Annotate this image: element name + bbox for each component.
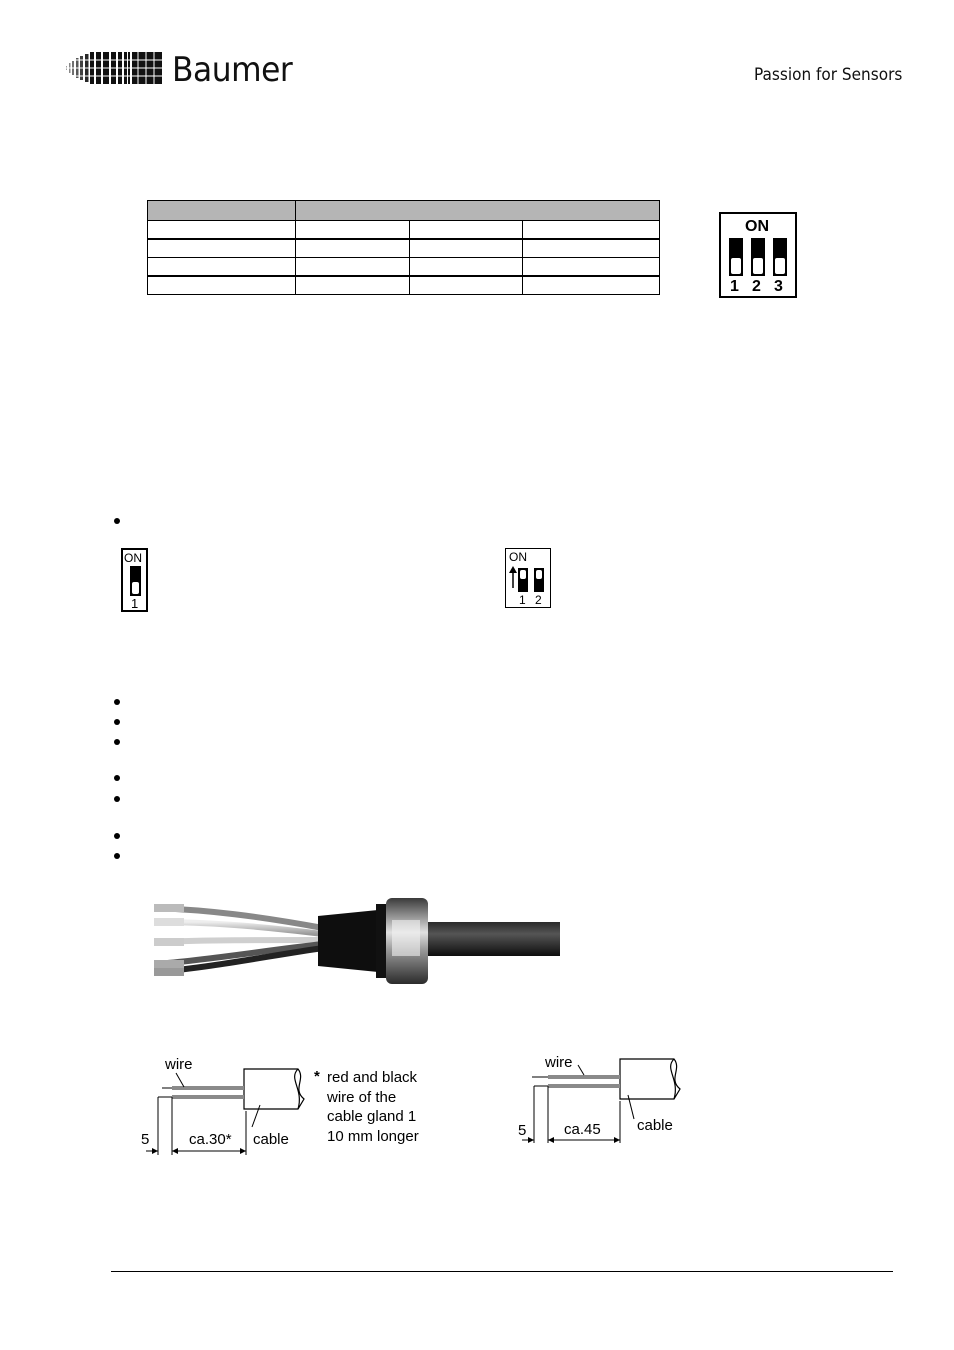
dip-switch-2: [751, 238, 765, 276]
bullet-point: [114, 796, 120, 802]
arrow-up-icon: [509, 566, 517, 588]
dimension-5: 5: [141, 1131, 150, 1148]
wire-label: wire: [165, 1056, 193, 1073]
table-header-cell: [296, 201, 660, 221]
dip-number: 2: [535, 593, 542, 607]
table-cell: [523, 276, 660, 295]
table-cell: [148, 258, 296, 277]
dip-number: 1: [519, 593, 526, 607]
table-header-cell: [148, 201, 296, 221]
dip-switch-3: [773, 238, 787, 276]
table-cell: [410, 239, 523, 258]
dip-switch-1: [518, 568, 528, 592]
tagline: Passion for Sensors: [754, 65, 903, 85]
dip-number: 1: [730, 278, 739, 295]
table-row: [148, 239, 660, 258]
wire-dimension-drawing-right: [514, 1045, 694, 1150]
dip-switch-3: [719, 212, 797, 298]
table-cell: [410, 276, 523, 295]
bullet-point: [114, 775, 120, 781]
bullet-point: [114, 719, 120, 725]
dip-number: 2: [752, 278, 761, 295]
footnote-line: cable gland 1: [327, 1108, 417, 1125]
table-cell: [296, 258, 410, 277]
bullet-point: [114, 739, 120, 745]
dip-on-label: ON: [745, 218, 769, 235]
wire-label: wire: [545, 1054, 573, 1071]
dip-switch-2: [534, 568, 544, 592]
table-cell: [296, 239, 410, 258]
brand-name: Baumer: [172, 50, 293, 90]
cable-label: cable: [637, 1117, 673, 1134]
footnote-line: red and black: [327, 1069, 418, 1086]
dip-switch-single: [121, 548, 148, 612]
table-cell: [148, 276, 296, 295]
dimension-length: ca.30*: [189, 1131, 232, 1148]
bullet-point: [114, 518, 120, 524]
dip-number: 3: [774, 278, 783, 295]
table-row: [148, 221, 660, 240]
dimension-5: 5: [518, 1122, 527, 1139]
table-row: [148, 276, 660, 295]
dip-on-label: ON: [124, 551, 142, 565]
table-row: [148, 258, 660, 277]
table-cell: [523, 221, 660, 240]
dip-switch-table: [147, 200, 660, 295]
footer-divider: [111, 1271, 893, 1272]
dip-number: 1: [131, 596, 139, 611]
dimension-length: ca.45: [564, 1121, 601, 1138]
table-cell: [296, 276, 410, 295]
footnote-line: 10 mm longer: [327, 1127, 419, 1145]
cable-gland-photo: [148, 880, 560, 990]
table-cell: [410, 221, 523, 240]
bullet-point: [114, 853, 120, 859]
footnote-line: wire of the: [327, 1088, 397, 1106]
bullet-point: [114, 833, 120, 839]
cable-label: cable: [253, 1131, 289, 1148]
footnote-text: [327, 1068, 419, 1146]
table-cell: [296, 221, 410, 240]
footnote-star: *: [314, 1068, 320, 1085]
baumer-logo-icon: [66, 52, 162, 84]
table-header-row: [148, 201, 660, 221]
table-cell: [148, 221, 296, 240]
table-cell: [148, 239, 296, 258]
table-cell: [410, 258, 523, 277]
table-cell: [523, 239, 660, 258]
dip-switch-1: [729, 238, 743, 276]
dip-switch-1: [130, 566, 141, 596]
dip-switch-double: [505, 548, 551, 608]
table-cell: [523, 258, 660, 277]
bullet-point: [114, 699, 120, 705]
dip-on-label: ON: [509, 550, 527, 564]
